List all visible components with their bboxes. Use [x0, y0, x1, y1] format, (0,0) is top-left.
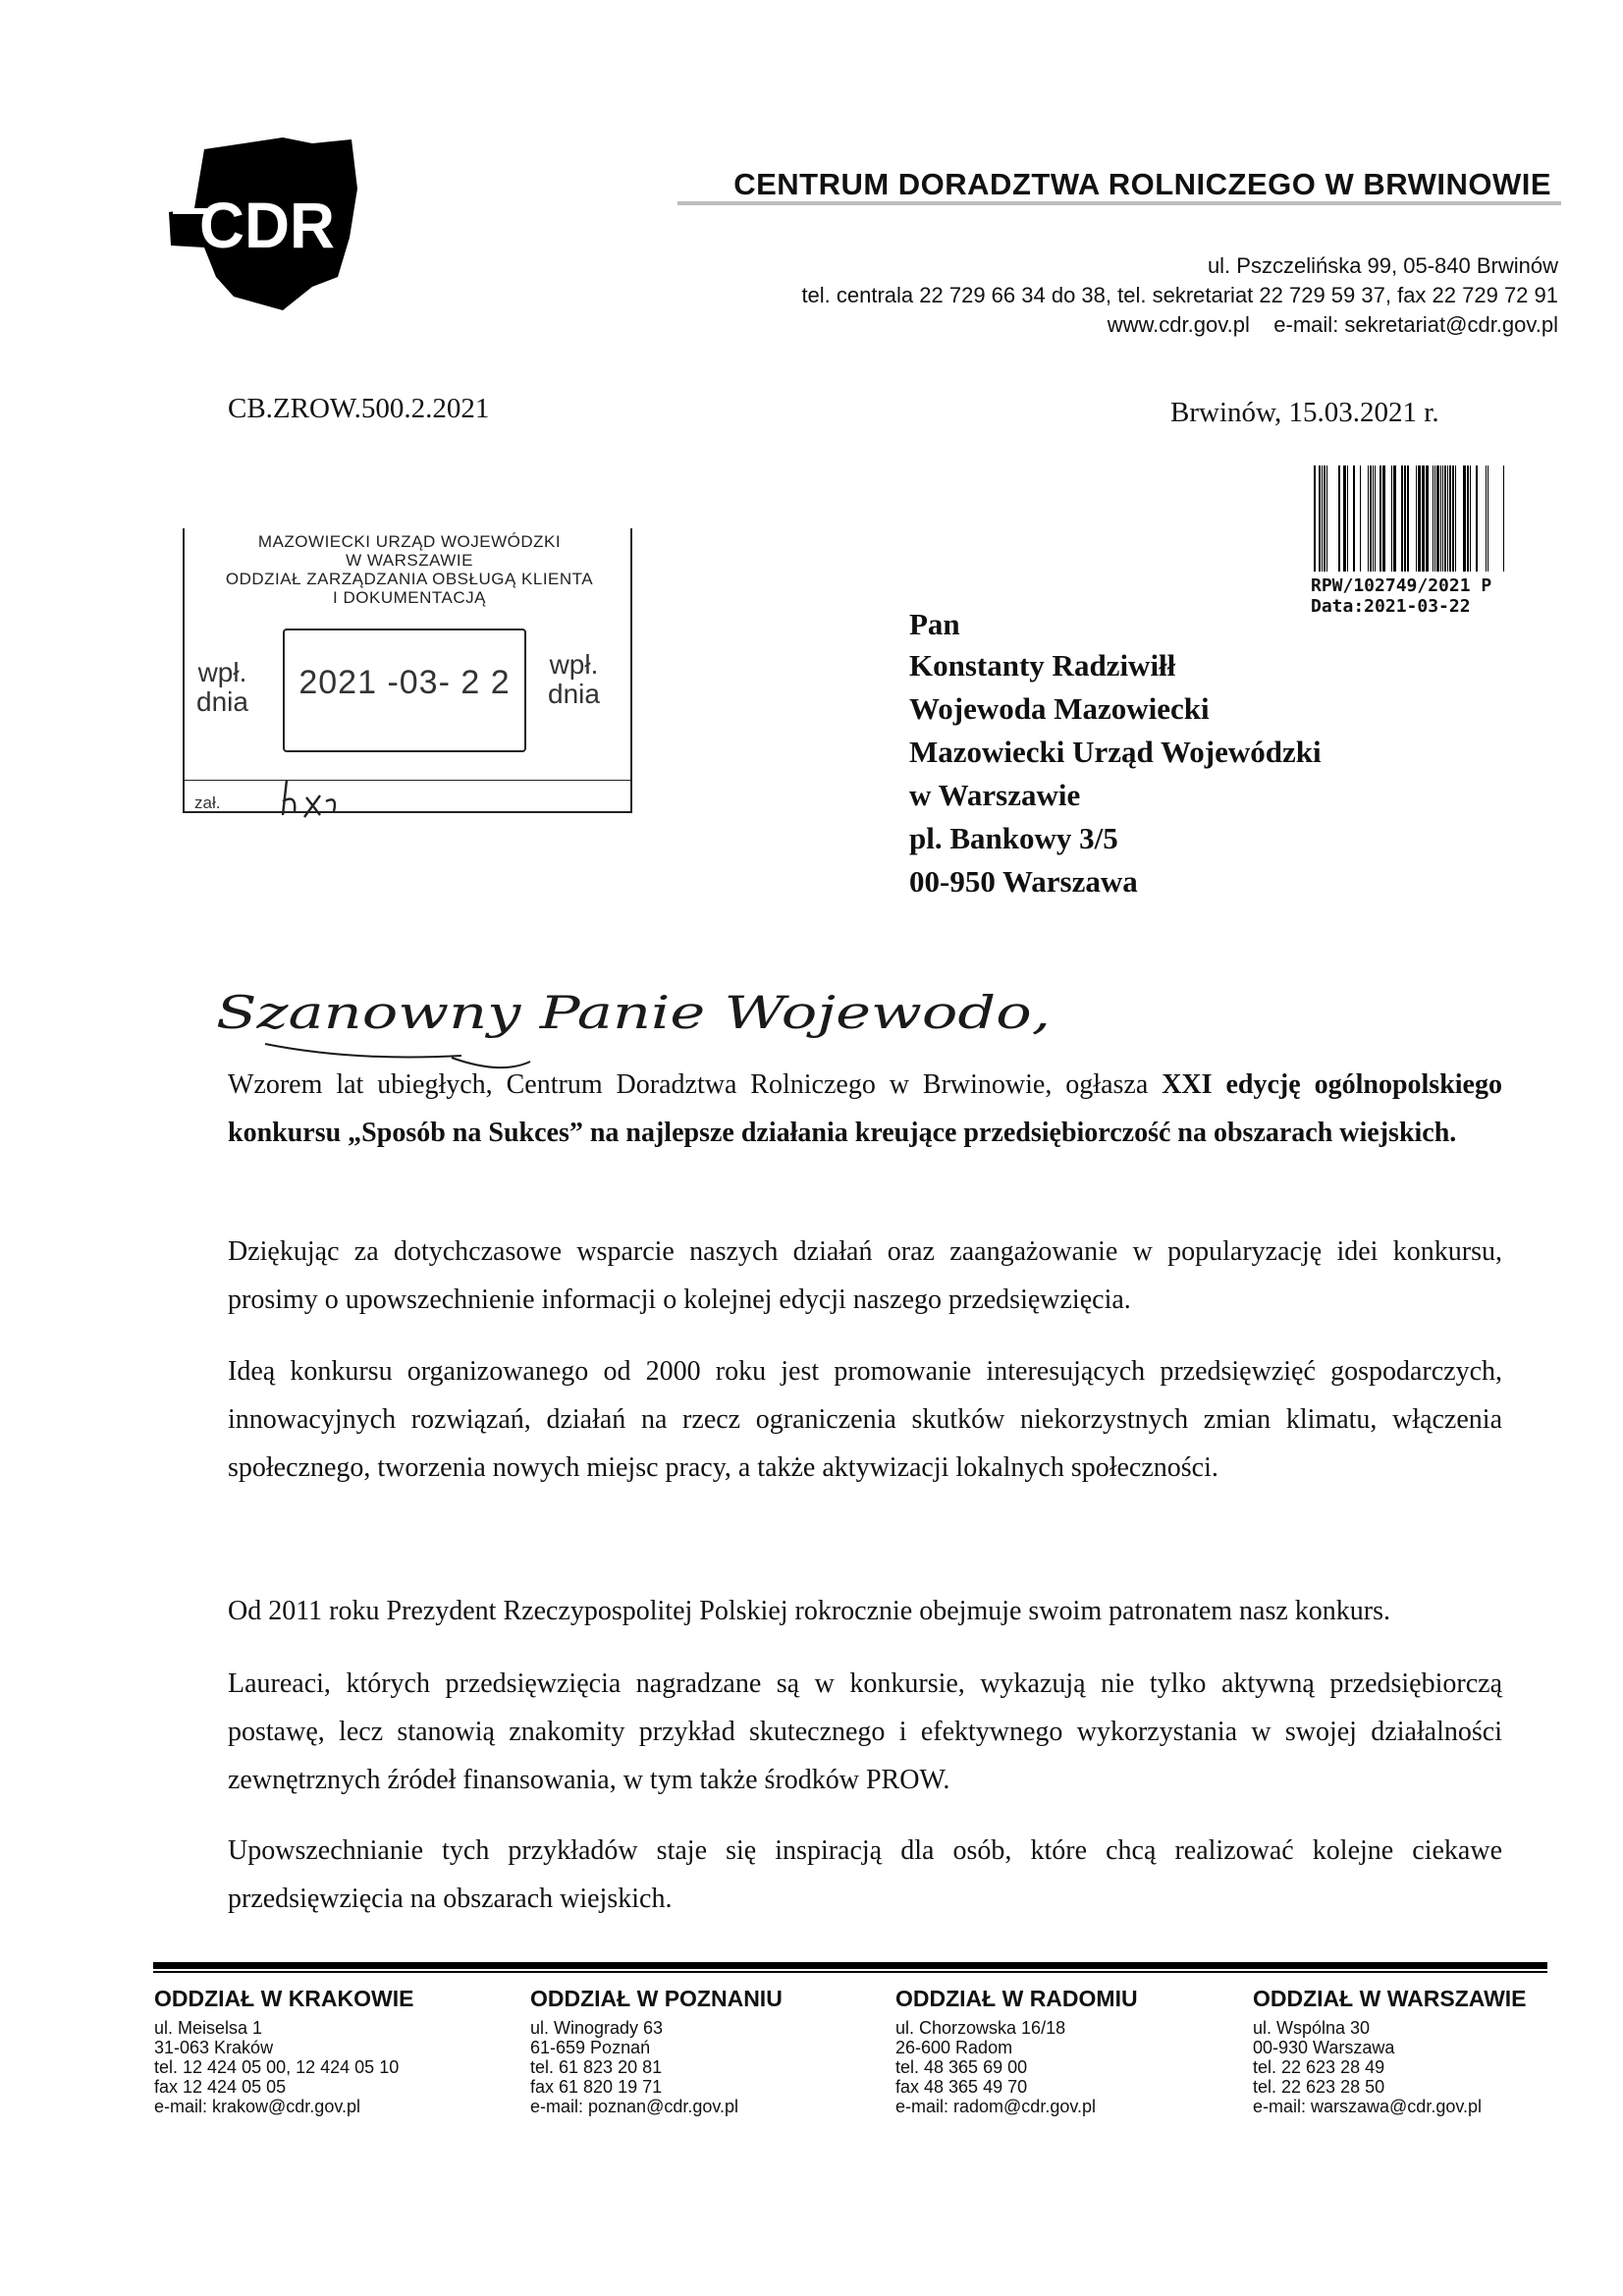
recipient-street: pl. Bankowy 3/5: [909, 821, 1118, 855]
barcode-bar: [1418, 465, 1421, 572]
stamp-dnia-right: dnia: [548, 679, 600, 709]
branch-krakow: [154, 1986, 478, 2116]
paragraph-thanks: Dziękując za dotychczasowe wsparcie naszych działań oraz zaangażowanie w popularyzację idei konkursu, prosimy o upowszechnienie informacji o kolejnej edycji naszego przedsięwzięcia.: [228, 1236, 1502, 1315]
reference-number: CB.ZROW.500.2.2021: [228, 393, 490, 424]
barcode-bar: [1452, 465, 1454, 572]
stamp-dnia-left: dnia: [196, 686, 248, 717]
stamp-office: MAZOWIECKI URZĄD WOJEWÓDZKI: [257, 532, 562, 551]
branch-warszawa-city: 00-930 Warszawa: [1253, 2038, 1395, 2057]
branch-radom-phone: tel. 48 365 69 00: [895, 2057, 1028, 2077]
branch-krakow-city: 31-063 Kraków: [154, 2038, 274, 2057]
barcode-bar: [1470, 465, 1471, 572]
barcode-bar: [1343, 465, 1346, 572]
paragraph-laureates: Laureaci, których przedsięwzięcia nagradzane są w konkursie, wykazują nie tylko aktywną przedsiębiorczą postawę, lecz stanowią znakomity przykład skutecznego i efektywnego wykorzystania w swojej działalności zewnętrznych źródeł finansowania, w tym także środków PROW.: [228, 1668, 1502, 1795]
barcode-bar: [1314, 465, 1316, 572]
barcode-bar: [1319, 465, 1321, 572]
barcode-bar: [1391, 465, 1392, 572]
branch-poznan-fax: fax 61 820 19 71: [530, 2077, 663, 2097]
barcode-bar: [1370, 465, 1372, 572]
stamp-wpl-right: wpł.: [549, 649, 599, 680]
branch-poznan-email[interactable]: e-mail: poznan@cdr.gov.pl: [530, 2097, 739, 2116]
branch-radom-fax: fax 48 365 49 70: [895, 2077, 1028, 2097]
barcode-bar: [1467, 465, 1469, 572]
stamp-department: ODDZIAŁ ZARZĄDZANIA OBSŁUGĄ KLIENTA: [225, 570, 594, 588]
barcode-bar: [1455, 465, 1456, 572]
branch-poznan: [530, 1986, 854, 2116]
branch-radom-email[interactable]: e-mail: radom@cdr.gov.pl: [895, 2097, 1097, 2116]
branch-warszawa-phone: tel. 22 623 28 49: [1253, 2057, 1385, 2077]
recipient-position: Wojewoda Mazowiecki: [909, 691, 1210, 726]
place-date: Brwinów, 15.03.2021 r.: [1170, 397, 1439, 428]
barcode-bar: [1322, 465, 1323, 572]
barcode-rpw: RPW/102749/2021 P: [1311, 575, 1492, 596]
cdr-logo: [165, 130, 361, 316]
barcode: [1312, 465, 1508, 572]
org-email[interactable]: e-mail: sekretariat@cdr.gov.pl: [1273, 312, 1558, 337]
branch-poznan-name: ODDZIAŁ W POZNANIU: [530, 1986, 783, 2011]
paragraph-idea: Ideą konkursu organizowanego od 2000 roku jest promowanie interesujących przedsięwzięć gospodarczych, innowacyjnych rozwiązań, działań na rzecz ograniczenia skutków niekorzystnych zmian klimatu, włączenia społecznego, tworzenia nowych miejsc pracy, a także aktywizacji lokalnych społeczności.: [228, 1356, 1502, 1483]
barcode-bar: [1401, 465, 1403, 572]
org-website[interactable]: www.cdr.gov.pl: [1107, 312, 1250, 337]
branch-poznan-street: ul. Winogrady 63: [530, 2018, 664, 2038]
org-phones: tel. centrala 22 729 66 34 do 38, tel. sekretariat 22 729 59 37, fax 22 729 72 91: [801, 283, 1558, 307]
org-web: [1108, 312, 1558, 338]
branch-radom-name: ODDZIAŁ W RADOMIU: [895, 1986, 1138, 2011]
branch-warszawa: [1253, 1986, 1577, 2116]
branch-warszawa-name: ODDZIAŁ W WARSZAWIE: [1253, 1986, 1527, 2011]
barcode-bar: [1444, 465, 1446, 572]
branch-krakow-name: ODDZIAŁ W KRAKOWIE: [154, 1986, 414, 2011]
recipient-office: Mazowiecki Urząd Wojewódzki: [909, 735, 1322, 769]
barcode-bar: [1360, 465, 1361, 572]
barcode-bar: [1486, 465, 1487, 572]
recipient-postcode: 00-950 Warszawa: [909, 864, 1138, 899]
stamp-initials-signature: [277, 772, 355, 819]
salutation-text: Szanowny Panie Wojewodo,: [216, 986, 1051, 1039]
footer-rule-thin: [153, 1971, 1547, 1973]
recipient-city: w Warszawie: [909, 778, 1081, 812]
barcode-bar: [1433, 465, 1434, 572]
barcode-bar: [1373, 465, 1374, 572]
branch-krakow-phone: tel. 12 424 05 00, 12 424 05 10: [154, 2057, 400, 2077]
barcode-bar: [1422, 465, 1425, 572]
barcode-bar: [1426, 465, 1429, 572]
barcode-bar: [1393, 465, 1396, 572]
barcode-bar: [1324, 465, 1325, 572]
barcode-bar: [1347, 465, 1348, 572]
branch-krakow-street: ul. Meiselsa 1: [154, 2018, 263, 2038]
paragraph-inspiration: Upowszechnianie tych przykładów staje się inspiracją dla osób, które chcą realizować kolejne ciekawe przedsięwzięcia na obszarach wiejskich.: [228, 1835, 1502, 1914]
barcode-bar: [1442, 465, 1443, 572]
barcode-bar: [1380, 465, 1381, 572]
stamp-wpl-left: wpł.: [197, 657, 247, 687]
paragraph-patronage: Od 2011 roku Prezydent Rzeczypospolitej Polskiej rokrocznie obejmuje swoim patronatem nasz konkurs.: [228, 1596, 1391, 1626]
org-address: ul. Pszczelińska 99, 05-840 Brwinów: [1207, 253, 1558, 278]
paragraph-announcement-bold: XXI edycję ogólnopolskiego konkursu „Sposób na Sukces” na najlepsze działania kreujące przedsiębiorczość na obszarach wiejskich.: [228, 1069, 1502, 1148]
recipient-title: Pan: [909, 607, 960, 641]
branch-poznan-phone: tel. 61 823 20 81: [530, 2057, 663, 2077]
handwritten-salutation: [206, 967, 1070, 1075]
barcode-bar: [1353, 465, 1355, 572]
barcode-bar: [1368, 465, 1369, 572]
barcode-bar: [1440, 465, 1441, 572]
barcode-date: Data:2021-03-22: [1311, 596, 1471, 617]
branch-radom-street: ul. Chorzowska 16/18: [895, 2018, 1066, 2038]
barcode-bar: [1434, 465, 1435, 572]
barcode-text: [1311, 575, 1491, 617]
barcode-bar: [1476, 465, 1478, 572]
recipient-name: Konstanty Radziwiłł: [909, 648, 1176, 683]
paragraph-announcement-intro: Wzorem lat ubiegłych, Centrum Doradztwa Rolniczego w Brwinowie, ogłasza: [228, 1069, 1163, 1100]
barcode-bar: [1503, 465, 1504, 572]
footer-rule: [153, 1962, 1547, 1969]
barcode-bar: [1382, 465, 1385, 572]
branch-radom-city: 26-600 Radom: [895, 2038, 1013, 2057]
barcode-bar: [1436, 465, 1439, 572]
barcode-bar: [1375, 465, 1376, 572]
stamp-date: 2021 -03- 2 2: [298, 664, 511, 701]
logo-text: CDR: [199, 189, 335, 261]
barcode-bar: [1449, 465, 1451, 572]
stamp-city: W WARSZAWIE: [346, 551, 473, 570]
branch-radom: [895, 1986, 1219, 2116]
receipt-stamp: [183, 528, 636, 825]
branch-warszawa-email[interactable]: e-mail: warszawa@cdr.gov.pl: [1253, 2097, 1483, 2116]
barcode-bar: [1404, 465, 1406, 572]
stamp-department-2: I DOKUMENTACJĄ: [333, 588, 486, 607]
barcode-bar: [1447, 465, 1448, 572]
branch-poznan-city: 61-659 Poznań: [530, 2038, 651, 2057]
barcode-bar: [1416, 465, 1417, 572]
org-name: CENTRUM DORADZTWA ROLNICZEGO W BRWINOWIE: [733, 167, 1551, 201]
barcode-bar: [1338, 465, 1340, 572]
paragraph-announcement: [228, 1061, 1502, 1157]
barcode-bar: [1463, 465, 1466, 572]
stamp-zal: zał.: [194, 793, 221, 812]
branch-warszawa-street: ul. Wspólna 30: [1253, 2018, 1371, 2038]
branch-warszawa-phone-2: tel. 22 623 28 50: [1253, 2077, 1385, 2097]
stamp-date-box: [283, 629, 526, 752]
barcode-bar: [1326, 465, 1327, 572]
branch-krakow-email[interactable]: e-mail: krakow@cdr.gov.pl: [154, 2097, 361, 2116]
barcode-bar: [1407, 465, 1409, 572]
branch-krakow-fax: fax 12 424 05 05: [154, 2077, 287, 2097]
